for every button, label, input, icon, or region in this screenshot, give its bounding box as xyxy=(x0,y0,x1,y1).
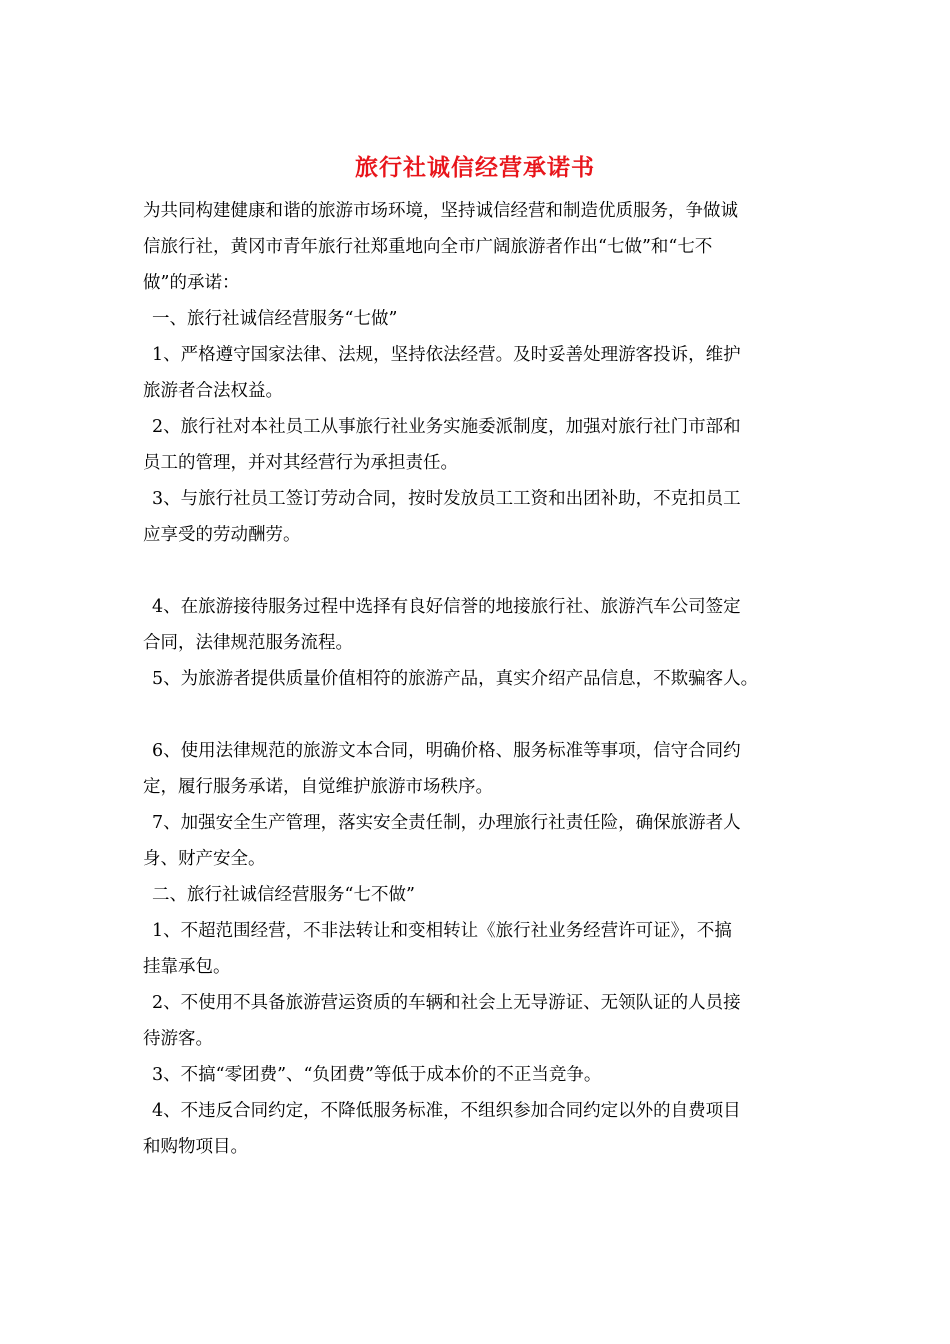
section2-item-2 xyxy=(143,985,813,1057)
item-line: 4、不违反合同约定，不降低服务标准，不组织参加合同约定以外的自费项目 xyxy=(152,1101,741,1121)
section1-item-5 xyxy=(143,661,813,697)
item-line: 5、为旅游者提供质量价值相符的旅游产品，真实介绍产品信息，不欺骗客人。 xyxy=(152,669,759,689)
intro-line: 为共同构建健康和谐的旅游市场环境，坚持诚信经营和制造优质服务，争做诚 xyxy=(143,201,738,221)
section1-heading xyxy=(143,301,813,337)
item-line: 1、不超范围经营，不非法转让和变相转让《旅行社业务经营许可证》，不搞 xyxy=(152,921,732,941)
item-line: 身、财产安全。 xyxy=(143,849,266,869)
section1-item-1 xyxy=(143,337,813,409)
item-line: 应享受的劳动酬劳。 xyxy=(143,525,301,545)
item-line: 和购物项目。 xyxy=(143,1137,248,1157)
section-heading: 二、旅行社诚信经营服务“七不做” xyxy=(152,885,415,905)
item-line: 2、旅行社对本社员工从事旅行社业务实施委派制度，加强对旅行社门市部和 xyxy=(152,417,741,437)
blank-line xyxy=(143,697,813,733)
item-line: 2、不使用不具备旅游营运资质的车辆和社会上无导游证、无领队证的人员接 xyxy=(152,993,741,1013)
section2-item-3 xyxy=(143,1057,813,1093)
item-line: 6、使用法律规范的旅游文本合同，明确价格、服务标准等事项，信守合同约 xyxy=(152,741,741,761)
section-heading: 一、旅行社诚信经营服务“七做” xyxy=(152,309,398,329)
document-title: 旅行社诚信经营承诺书 xyxy=(355,154,595,181)
item-line: 员工的管理，并对其经营行为承担责任。 xyxy=(143,453,458,473)
item-line: 3、与旅行社员工签订劳动合同，按时发放员工工资和出团补助，不克扣员工 xyxy=(152,489,741,509)
section2-heading xyxy=(143,877,813,913)
item-line: 旅游者合法权益。 xyxy=(143,381,283,401)
item-line: 待游客。 xyxy=(143,1029,213,1049)
item-line: 4、在旅游接待服务过程中选择有良好信誉的地接旅行社、旅游汽车公司签定 xyxy=(152,597,741,617)
item-line: 7、加强安全生产管理，落实安全责任制，办理旅行社责任险，确保旅游者人 xyxy=(152,813,741,833)
section2-item-1 xyxy=(143,913,813,985)
item-line: 定，履行服务承诺，自觉维护旅游市场秩序。 xyxy=(143,777,493,797)
item-line: 3、不搞“零团费”、“负团费”等低于成本价的不正当竞争。 xyxy=(152,1065,602,1085)
intro-line: 信旅行社，黄冈市青年旅行社郑重地向全市广阔旅游者作出“七做”和“七不 xyxy=(143,237,713,257)
item-line: 合同，法律规范服务流程。 xyxy=(143,633,353,653)
section1-item-7 xyxy=(143,805,813,877)
item-line: 1、严格遵守国家法律、法规，坚持依法经营。及时妥善处理游客投诉，维护 xyxy=(152,345,741,365)
section1-item-2 xyxy=(143,409,813,481)
item-line: 挂靠承包。 xyxy=(143,957,231,977)
section1-item-3 xyxy=(143,481,813,553)
section1-item-6 xyxy=(143,733,813,805)
section1-item-4 xyxy=(143,589,813,661)
section2-item-4 xyxy=(143,1093,813,1165)
blank-line xyxy=(143,553,813,589)
document-body xyxy=(143,193,813,1165)
intro-line: 做”的承诺： xyxy=(143,273,240,293)
intro-paragraph xyxy=(143,193,813,301)
